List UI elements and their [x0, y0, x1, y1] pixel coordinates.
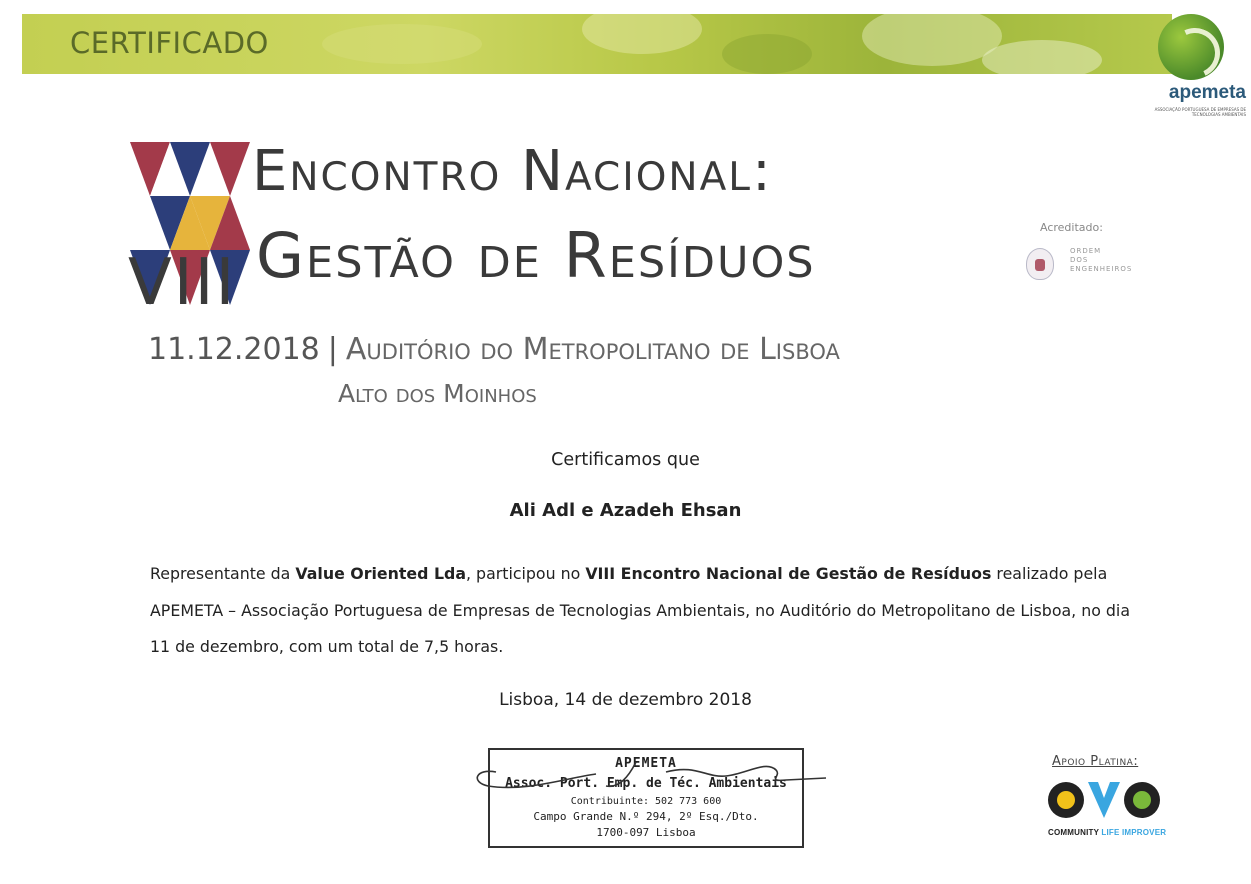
stamp-line: Contribuinte: 502 773 600: [570, 796, 722, 807]
certificate-paragraph: [150, 556, 1130, 666]
event-edition-numeral: VIII: [128, 246, 237, 320]
accreditation-org: [1070, 247, 1132, 274]
event-title-line1: Encontro Nacional:: [252, 139, 773, 204]
sponsor-tagline-a: COMMUNITY: [1048, 828, 1102, 837]
triangle-shape: [210, 142, 250, 196]
paragraph-text: , participou no: [466, 564, 586, 583]
apemeta-subtitle: ASSOCIAÇÃO PORTUGUESA DE EMPRESAS DE TECNOLOGIAS AMBIENTAIS: [1154, 107, 1246, 117]
event-title-line2: Gestão de Resíduos: [256, 219, 816, 292]
banner-leaf-decoration: [722, 34, 812, 74]
accreditation-org-line: DOS: [1070, 256, 1089, 264]
apemeta-logo: [1150, 10, 1250, 125]
paragraph-text: Representante da: [150, 564, 296, 583]
sponsor-tagline: [1048, 828, 1166, 837]
accreditation-org-line: ENGENHEIROS: [1070, 265, 1133, 273]
sponsor-label: Apoio Platina:: [1052, 754, 1139, 769]
handwritten-signature: [466, 752, 836, 798]
banner-leaf-decoration: [862, 14, 1002, 66]
stamp-line: 1700-097 Lisboa: [596, 826, 696, 839]
header-banner: [22, 14, 1172, 74]
ordem-engenheiros-seal-icon: [1026, 248, 1054, 280]
accreditation-label: Acreditado:: [1040, 221, 1103, 234]
event-date: 11.12.2018: [148, 332, 320, 367]
banner-leaf-decoration: [322, 24, 482, 64]
date-venue-separator: |: [327, 332, 338, 367]
event-date-venue-line: [148, 328, 840, 372]
ovo-sponsor-logo: [1046, 776, 1166, 822]
ovo-circle-left-fill: [1057, 791, 1075, 809]
sponsor-tagline-b: LIFE IMPROVER: [1101, 828, 1167, 837]
stamp-line: Campo Grande N.º 294, 2º Esq./Dto.: [533, 810, 759, 823]
banner-leaf-decoration: [582, 14, 702, 54]
place-and-date: Lisboa, 14 de dezembro 2018: [499, 690, 752, 710]
event-venue-subtitle: Alto dos Moinhos: [338, 379, 537, 408]
signature-stroke: [477, 762, 826, 787]
certificate-intro: Certificamos que: [551, 450, 700, 470]
recipient-names: Ali Adl e Azadeh Ehsan: [509, 500, 742, 521]
banner-leaf-decoration: [982, 40, 1102, 74]
ovo-v-shape: [1088, 782, 1120, 818]
paragraph-text: realizado pela APEMETA – Associação Portuguesa de Empresas de Tecnologias Ambientais, no Auditório do Metropolitano de Lisboa, no dia 11 de dezembro, com um total de 7,5 horas.: [150, 564, 1130, 656]
event-venue: Auditório do Metropolitano de Lisboa: [345, 332, 840, 367]
stamp-line: APEMETA: [615, 756, 677, 771]
apemeta-wordmark: apemeta: [1168, 82, 1246, 103]
event-name: VIII Encontro Nacional de Gestão de Resíduos: [585, 564, 992, 583]
company-name: Value Oriented Lda: [295, 564, 466, 583]
stamp-line: Assoc. Port. Emp. de Téc. Ambientais: [505, 776, 787, 791]
certificate-banner-title: CERTIFICADO: [70, 26, 269, 60]
ovo-circle-right-fill: [1133, 791, 1151, 809]
accreditation-org-line: ORDEM: [1070, 247, 1102, 255]
